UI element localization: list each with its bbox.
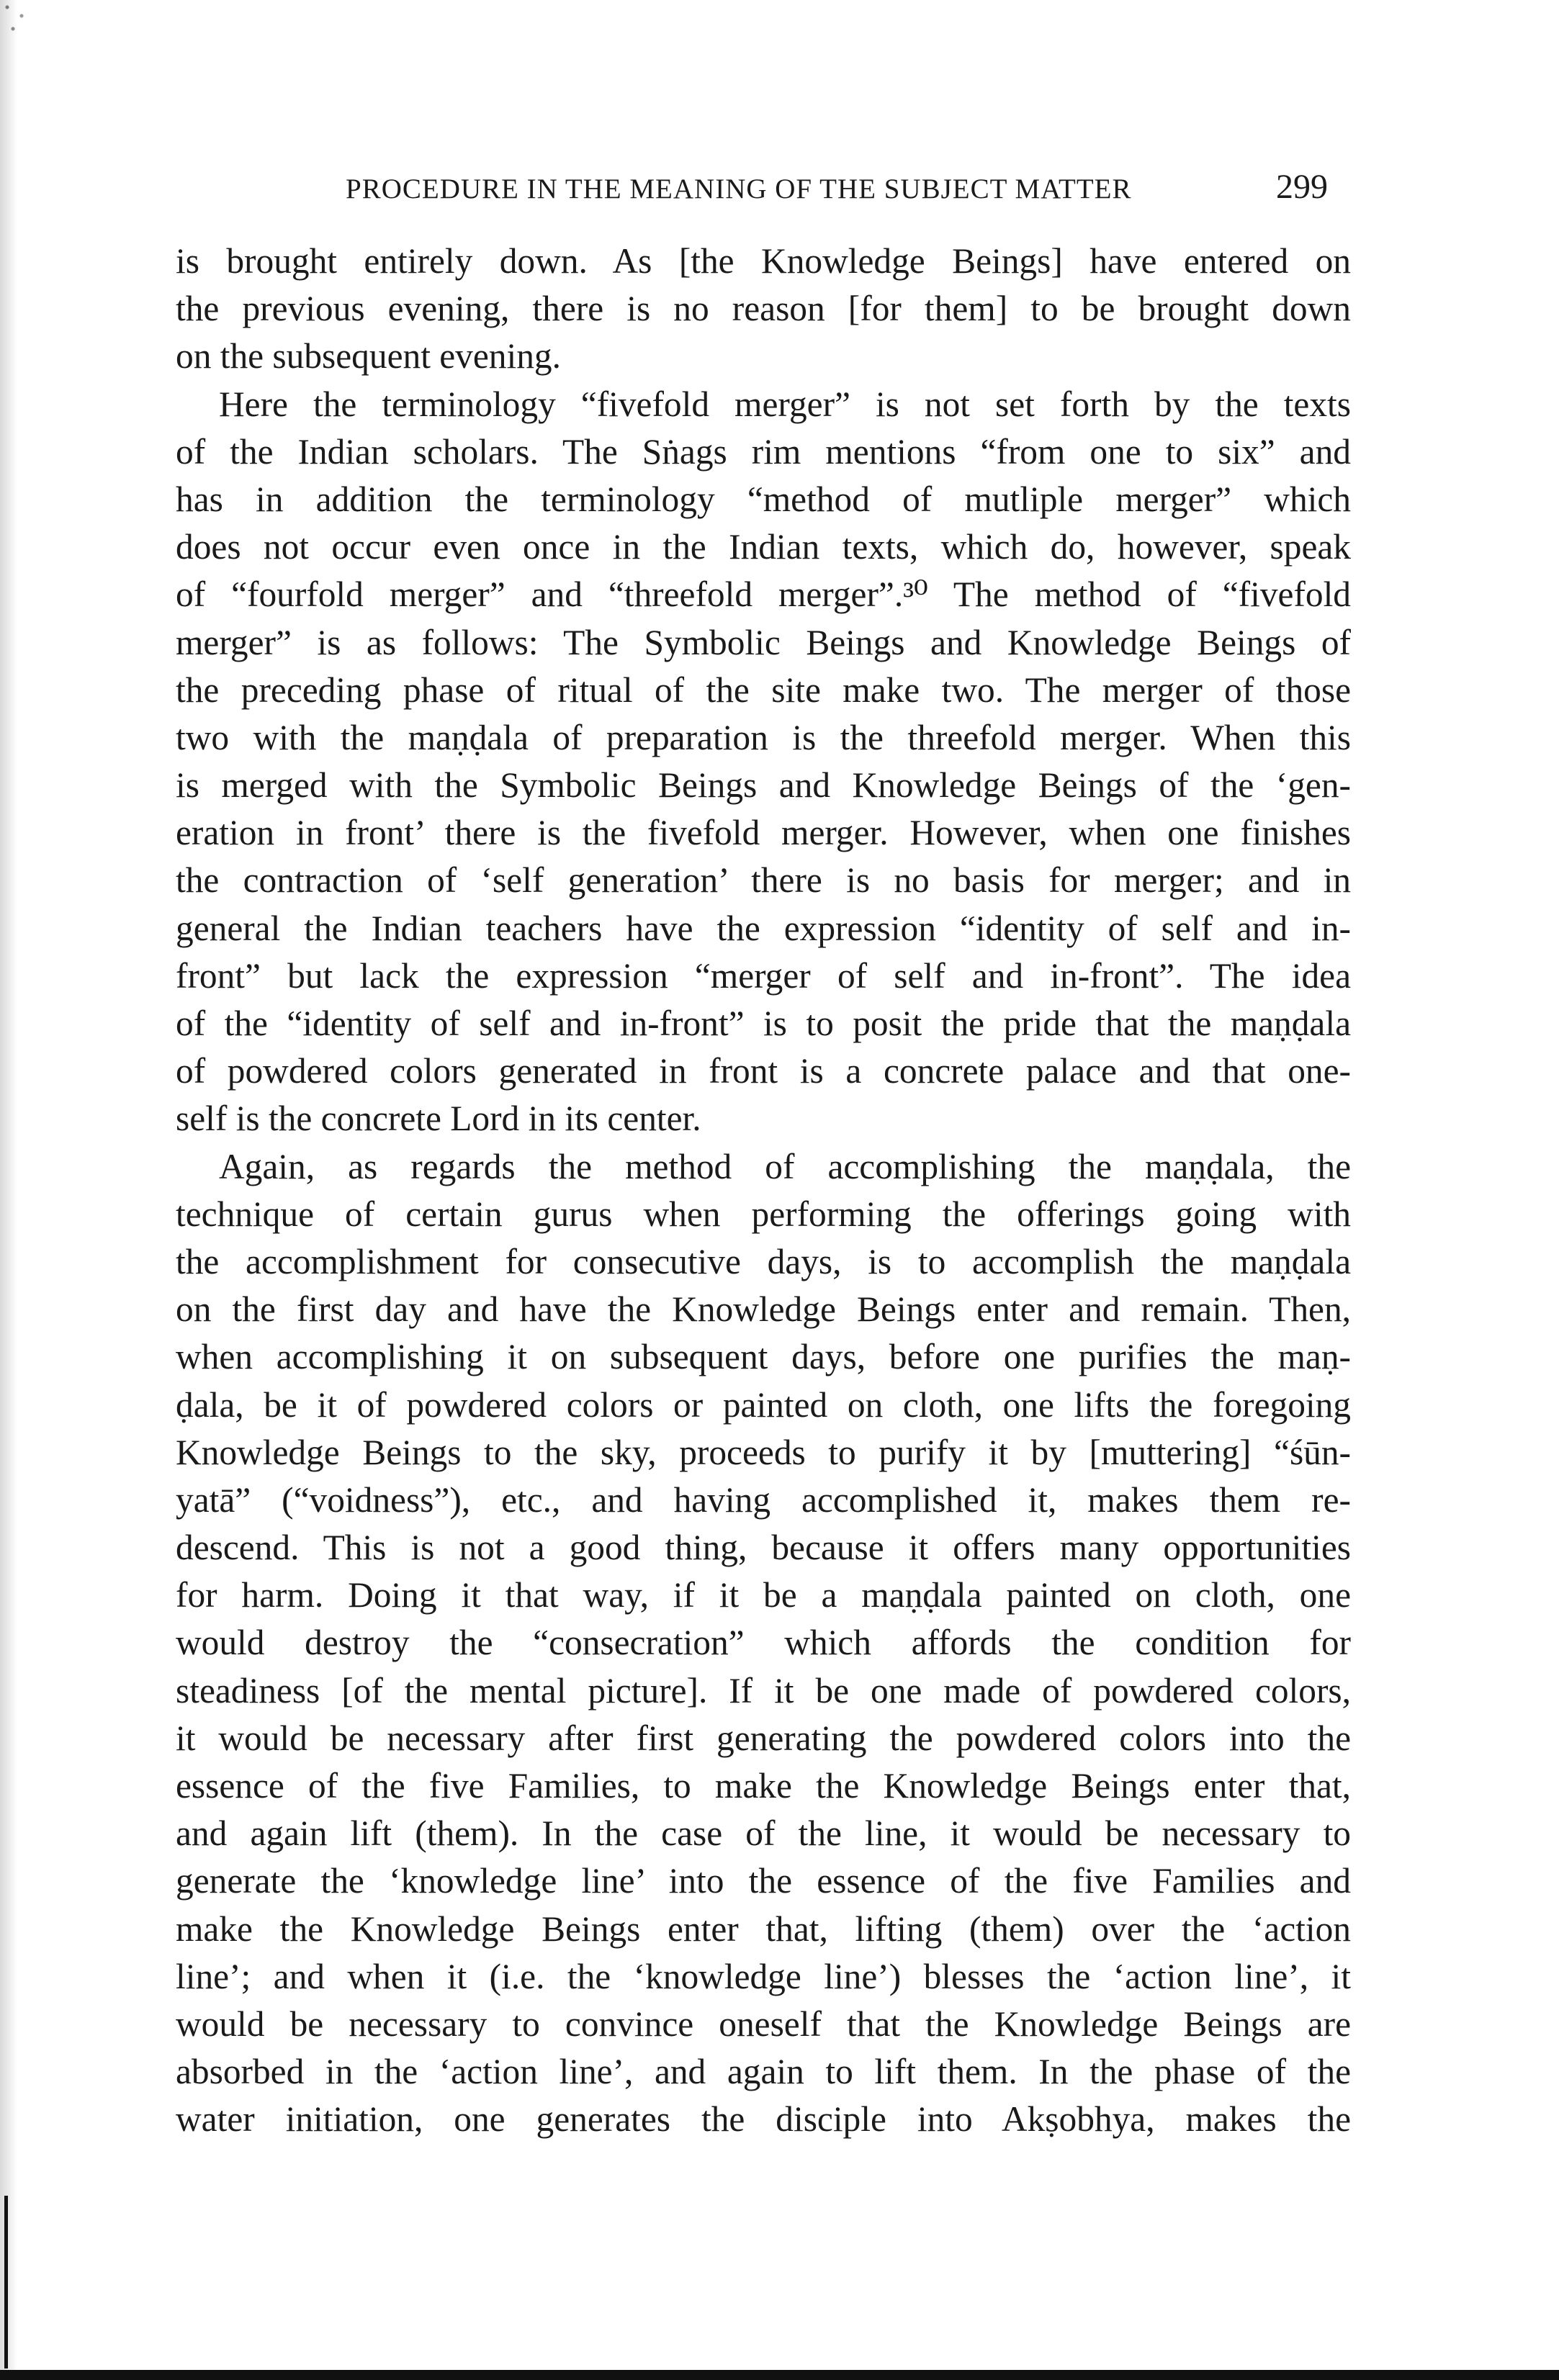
- text-line: technique of certain gurus when performing the offerings going with: [176, 1194, 1351, 1234]
- text-line: the contraction of ‘self generation’ there is no basis for merger; and in: [176, 860, 1351, 901]
- text-line: for harm. Doing it that way, if it be a maṇḍala painted on cloth, one: [176, 1575, 1351, 1615]
- text-line: of the Indian scholars. The Sṅags rim mentions “from one to six” and: [176, 431, 1351, 472]
- text-line: on the first day and have the Knowledge Beings enter and remain. Then,: [176, 1289, 1351, 1330]
- text-line: Here the terminology “fivefold merger” is not set forth by the texts: [219, 384, 1351, 424]
- text-line: general the Indian teachers have the expression “identity of self and in-: [176, 908, 1351, 948]
- text-line: would be necessary to convince oneself that the Knowledge Beings are: [176, 2003, 1351, 2044]
- text-line: two with the maṇḍala of preparation is the threefold merger. When this: [176, 717, 1351, 757]
- text-line: merger” is as follows: The Symbolic Beings and Knowledge Beings of: [176, 622, 1351, 662]
- text-line: of powdered colors generated in front is a concrete palace and that one-: [176, 1051, 1351, 1091]
- text-line: yatā” (“voidness”), etc., and having accomplished it, makes them re-: [176, 1479, 1351, 1520]
- text-line: of “fourfold merger” and “threefold merger”.³⁰ The method of “fivefold: [176, 574, 1351, 615]
- text-line: Again, as regards the method of accomplishing the maṇḍala, the: [219, 1146, 1351, 1186]
- text-line: when accomplishing it on subsequent days, before one purifies the maṇ-: [176, 1337, 1351, 1377]
- text-line: it would be necessary after first generating the powdered colors into the: [176, 1718, 1351, 1758]
- text-line: the accomplishment for consecutive days, is to accomplish the maṇḍala: [176, 1241, 1351, 1281]
- text-line: self is the concrete Lord in its center.: [176, 1099, 701, 1139]
- text-line: would destroy the “consecration” which affords the condition for: [176, 1623, 1351, 1663]
- text-line: eration in front’ there is the fivefold merger. However, when one finishes: [176, 813, 1351, 853]
- text-line: steadiness [of the mental picture]. If it be one made of powdered colors,: [176, 1670, 1351, 1710]
- page-edge-shadow: [0, 0, 17, 2380]
- text-line: make the Knowledge Beings enter that, lifting (them) over the ‘action: [176, 1908, 1351, 1949]
- page-number: 299: [1276, 168, 1328, 206]
- text-line: the preceding phase of ritual of the site make two. The merger of those: [176, 670, 1351, 710]
- text-line: essence of the five Families, to make the Knowledge Beings enter that,: [176, 1766, 1351, 1806]
- text-line: water initiation, one generates the disciple into Akṣobhya, makes the: [176, 2099, 1351, 2140]
- text-line: on the subsequent evening.: [176, 336, 561, 377]
- text-line: the previous evening, there is no reason [for them] to be brought down: [176, 289, 1351, 329]
- text-line: has in addition the terminology “method of mutliple merger” which: [176, 479, 1351, 519]
- text-line: is merged with the Symbolic Beings and Knowledge Beings of the ‘gen-: [176, 765, 1351, 806]
- text-line: generate the ‘knowledge line’ into the essence of the five Families and: [176, 1861, 1351, 1901]
- running-title: PROCEDURE IN THE MEANING OF THE SUBJECT MATTER: [346, 173, 1132, 204]
- text-line: absorbed in the ‘action line’, and again to lift them. In the phase of the: [176, 2052, 1351, 2092]
- text-line: of the “identity of self and in-front” is to posit the pride that the maṇḍala: [176, 1004, 1351, 1043]
- text-line: ḍala, be it of powdered colors or painted on cloth, one lifts the foregoing: [176, 1384, 1351, 1425]
- scan-edge-mark: [4, 2196, 8, 2368]
- scan-speckle: [0, 0, 43, 43]
- text-line: front” but lack the expression “merger of self and in-front”. The idea: [176, 955, 1351, 996]
- text-line: line’; and when it (i.e. the ‘knowledge line’) blesses the ‘action line’, it: [176, 1956, 1351, 1996]
- text-line: Knowledge Beings to the sky, proceeds to purify it by [muttering] “śūn-: [176, 1432, 1351, 1472]
- text-line: and again lift (them). In the case of the line, it would be necessary to: [176, 1813, 1351, 1854]
- body-text: [176, 238, 1351, 2144]
- text-line: is brought entirely down. As [the Knowledge Beings] have entered on: [176, 241, 1351, 281]
- text-line: does not occur even once in the Indian texts, which do, however, speak: [176, 527, 1351, 567]
- scan-bottom-border: [0, 2370, 1559, 2380]
- text-line: descend. This is not a good thing, because it offers many opportunities: [176, 1528, 1351, 1568]
